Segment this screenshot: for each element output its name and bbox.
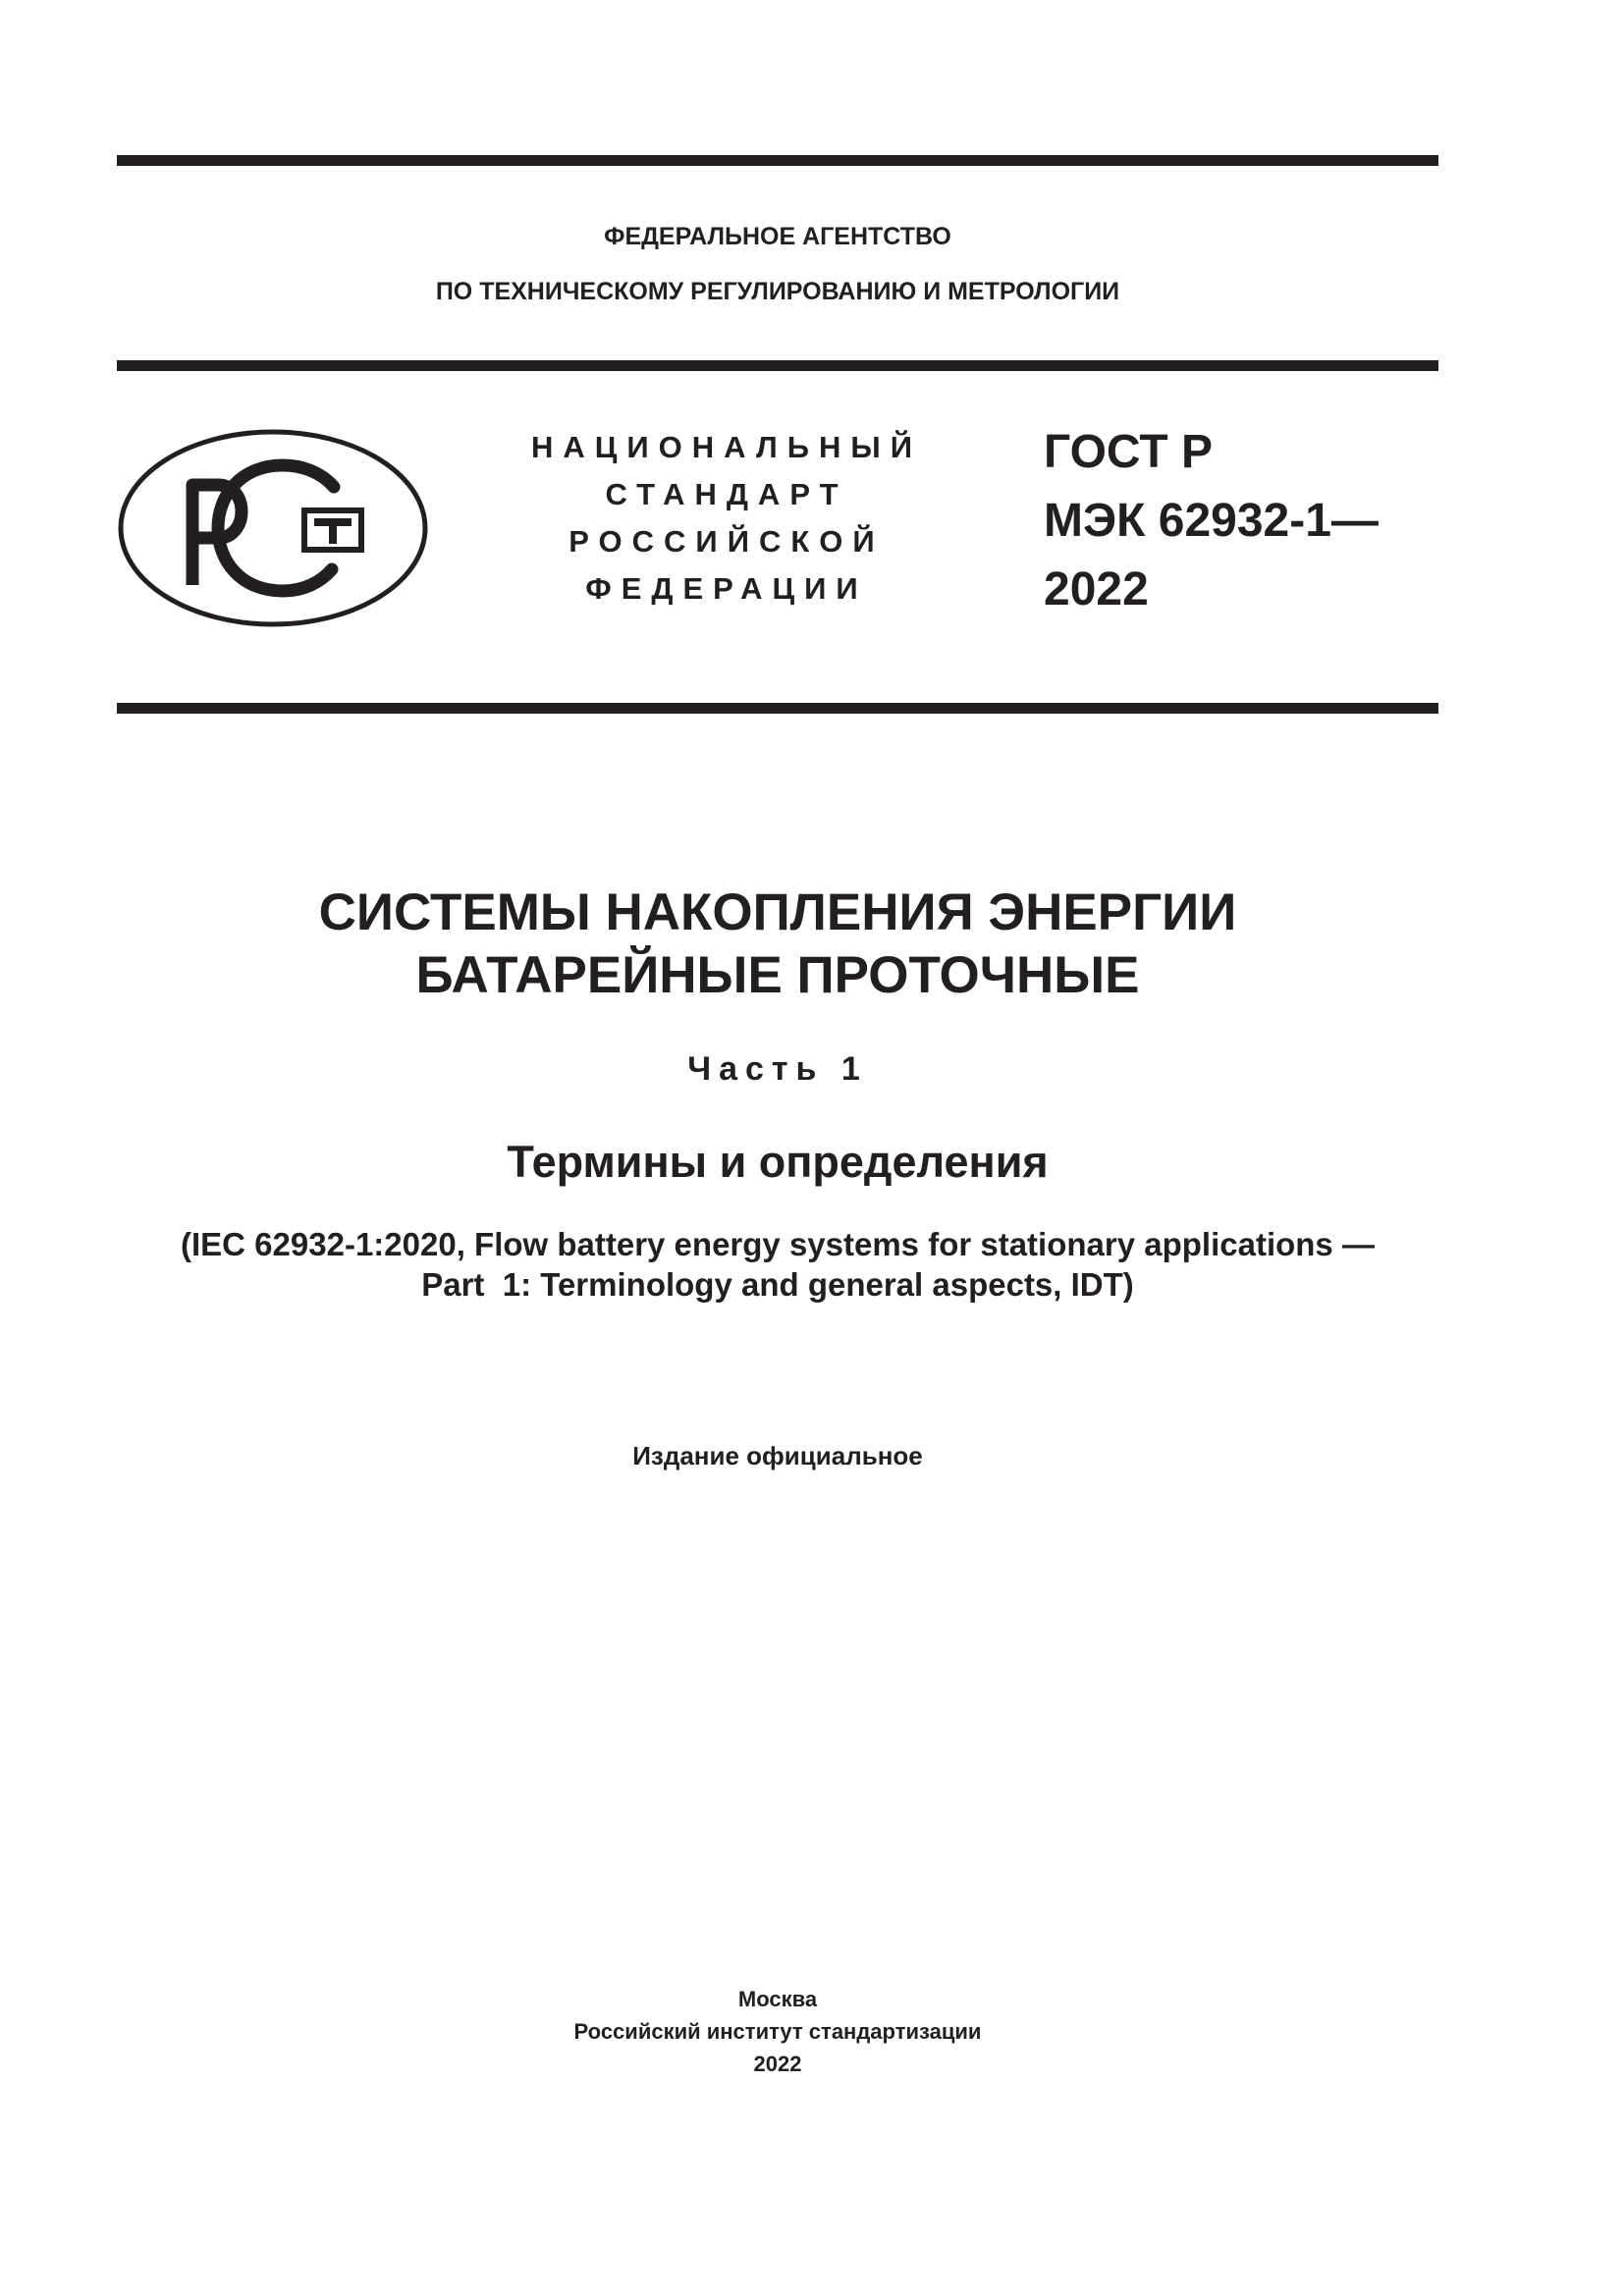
designation-line-2: МЭК 62932-1—	[1044, 495, 1379, 547]
title-line-1: СИСТЕМЫ НАКОПЛЕНИЯ ЭНЕРГИИ	[318, 883, 1237, 941]
designation-line-3: 2022	[1044, 563, 1149, 615]
agency-line-2: ПО ТЕХНИЧЕСКОМУ РЕГУЛИРОВАНИЮ И МЕТРОЛОГИИ	[435, 278, 1120, 305]
national-line-1: НАЦИОНАЛЬНЫЙ	[530, 430, 923, 464]
intl-line-1: (IEC 62932-1:2020, Flow battery energy systems for stationary applications —	[181, 1226, 1375, 1262]
agency-line-1: ФЕДЕРАЛЬНОЕ АГЕНТСТВО	[604, 223, 951, 250]
standard-designation	[1044, 418, 1379, 624]
imprint	[117, 1983, 1438, 2080]
imprint-year: 2022	[753, 2052, 802, 2076]
top-rule	[117, 155, 1438, 166]
document-subtitle: Термины и определения	[507, 1137, 1049, 1187]
rst-certification-mark-icon	[116, 428, 430, 628]
document-title	[117, 881, 1438, 1007]
agency-rule	[117, 360, 1438, 371]
international-reference	[117, 1224, 1438, 1305]
title-line-2: БАТАРЕЙНЫЕ ПРОТОЧНЫЕ	[415, 946, 1140, 1004]
imprint-city: Москва	[737, 1987, 818, 2011]
part-number: Часть 1	[687, 1050, 868, 1088]
designation-line-1: ГОСТ Р	[1044, 426, 1214, 478]
header-bottom-rule	[117, 703, 1438, 714]
edition-label: Издание официальное	[632, 1441, 923, 1470]
intl-line-2: Part 1: Terminology and general aspects, IDT)	[421, 1266, 1134, 1303]
imprint-publisher: Российский институт стандартизации	[573, 2019, 982, 2044]
national-line-3: РОССИЙСКОЙ	[568, 524, 885, 559]
national-line-4: ФЕДЕРАЦИИ	[585, 571, 868, 606]
national-standard-label	[511, 424, 943, 613]
national-line-2: СТАНДАРТ	[605, 477, 848, 511]
